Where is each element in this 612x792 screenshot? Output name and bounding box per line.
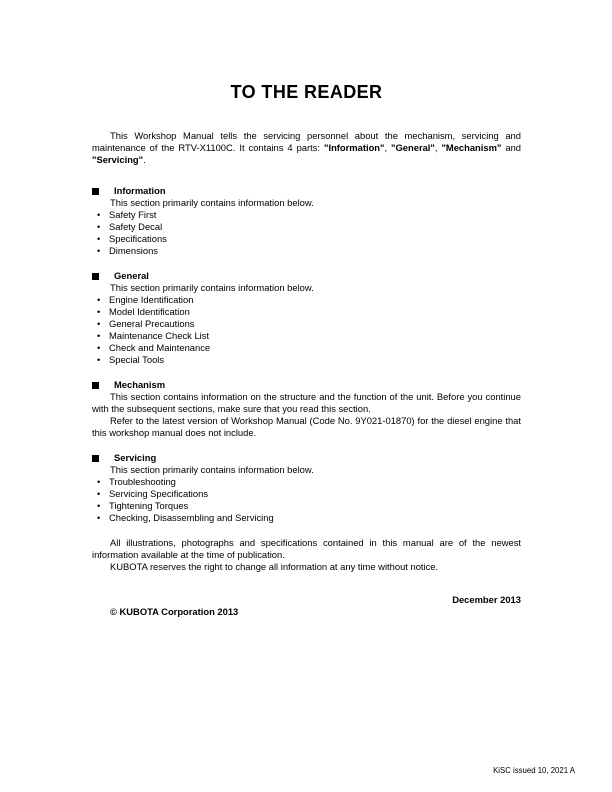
section-paragraph: This section primarily contains information below. — [110, 282, 314, 293]
bullet-text: Servicing Specifications — [109, 488, 209, 499]
closing-paragraph: KUBOTA reserves the right to change all information at any time without notice. — [110, 561, 439, 572]
bullet-item — [92, 476, 521, 488]
section-title: Servicing — [114, 452, 157, 463]
bullet-text: Special Tools — [109, 354, 165, 365]
bullet-item — [92, 500, 521, 512]
section-paragraph: Refer to the latest version of Workshop Manual (Code No. 9Y021-01870) for the diesel engine that this workshop manual does not include. — [92, 415, 521, 438]
bullet-icon: • — [97, 330, 101, 341]
section-title: General — [114, 270, 149, 281]
text-segment: . — [143, 154, 146, 165]
bullet-icon: • — [97, 221, 101, 232]
bullet-icon: • — [97, 476, 101, 487]
section-servicing — [92, 452, 521, 524]
section-paragraph: This section contains information on the structure and the function of the unit. Before you continue with the subsequent sections, make sure that you read this section. — [92, 391, 521, 414]
bullet-item — [92, 354, 521, 366]
bullet-icon: • — [97, 354, 101, 365]
section-title: Mechanism — [114, 379, 166, 390]
copyright: © KUBOTA Corporation 2013 — [110, 606, 239, 617]
text-segment: , — [384, 142, 392, 153]
bullet-text: Check and Maintenance — [109, 342, 211, 353]
bullet-text: Maintenance Check List — [109, 330, 210, 341]
bullet-text: General Precautions — [109, 318, 195, 329]
bullet-text: Model Identification — [109, 306, 190, 317]
text-segment: , — [434, 142, 442, 153]
closing — [92, 537, 521, 573]
bullet-item — [92, 233, 521, 245]
bullet-item — [92, 330, 521, 342]
section-heading — [92, 185, 521, 197]
bullet-item — [92, 318, 521, 330]
bullet-icon: • — [97, 318, 101, 329]
text-segment: "Servicing" — [92, 154, 144, 165]
bullet-text: Engine Identification — [109, 294, 194, 305]
sections — [92, 185, 521, 524]
section-heading — [92, 270, 521, 282]
square-bullet-icon — [92, 382, 99, 389]
bullet-item — [92, 488, 521, 500]
section-heading — [92, 452, 521, 464]
square-bullet-icon — [92, 188, 99, 195]
bullet-item — [92, 342, 521, 354]
bullet-icon: • — [97, 512, 101, 523]
bullet-item — [92, 209, 521, 221]
square-bullet-icon — [92, 273, 99, 280]
bullet-text: Safety First — [109, 209, 157, 220]
section-heading — [92, 379, 521, 391]
bullet-item — [92, 245, 521, 257]
section-title: Information — [114, 185, 166, 196]
bullet-text: Dimensions — [109, 245, 158, 256]
section-mechanism — [92, 379, 521, 439]
section-paragraph: This section primarily contains information below. — [110, 464, 314, 475]
page-content — [92, 82, 521, 618]
bullet-text: Tightening Torques — [109, 500, 189, 511]
bullet-text: Specifications — [109, 233, 167, 244]
bullet-icon: • — [97, 306, 101, 317]
text-segment: and — [501, 142, 521, 153]
closing-paragraph: All illustrations, photographs and specifications contained in this manual are of the newest information available at the time of publication. — [92, 537, 521, 560]
bullet-icon: • — [97, 209, 101, 220]
bullet-item — [92, 294, 521, 306]
bullet-icon: • — [97, 233, 101, 244]
text-segment: "Information" — [324, 142, 385, 153]
bullet-item — [92, 221, 521, 233]
square-bullet-icon — [92, 455, 99, 462]
text-segment: This Workshop Manual tells the servicing personnel about the mechanism, servicing and maintenance of the RTV-X1100C. It contains 4 parts: — [92, 130, 521, 153]
bullet-icon: • — [97, 342, 101, 353]
bullet-text: Troubleshooting — [109, 476, 176, 487]
intro-paragraph — [92, 130, 521, 166]
text-segment: "Mechanism" — [441, 142, 502, 153]
bullet-item — [92, 306, 521, 318]
bullet-item — [92, 512, 521, 524]
section-general — [92, 270, 521, 366]
bullet-text: Safety Decal — [109, 221, 163, 232]
publication-date: December 2013 — [452, 594, 521, 605]
page-title: TO THE READER — [230, 82, 383, 102]
bullet-icon: • — [97, 488, 101, 499]
bullet-text: Checking, Disassembling and Servicing — [109, 512, 274, 523]
bullet-icon: • — [97, 245, 101, 256]
text-segment: "General" — [391, 142, 435, 153]
footer-note: KiSC issued 10, 2021 A — [493, 766, 575, 775]
bullet-icon: • — [97, 294, 101, 305]
bullet-icon: • — [97, 500, 101, 511]
section-information — [92, 185, 521, 257]
section-paragraph: This section primarily contains information below. — [110, 197, 314, 208]
